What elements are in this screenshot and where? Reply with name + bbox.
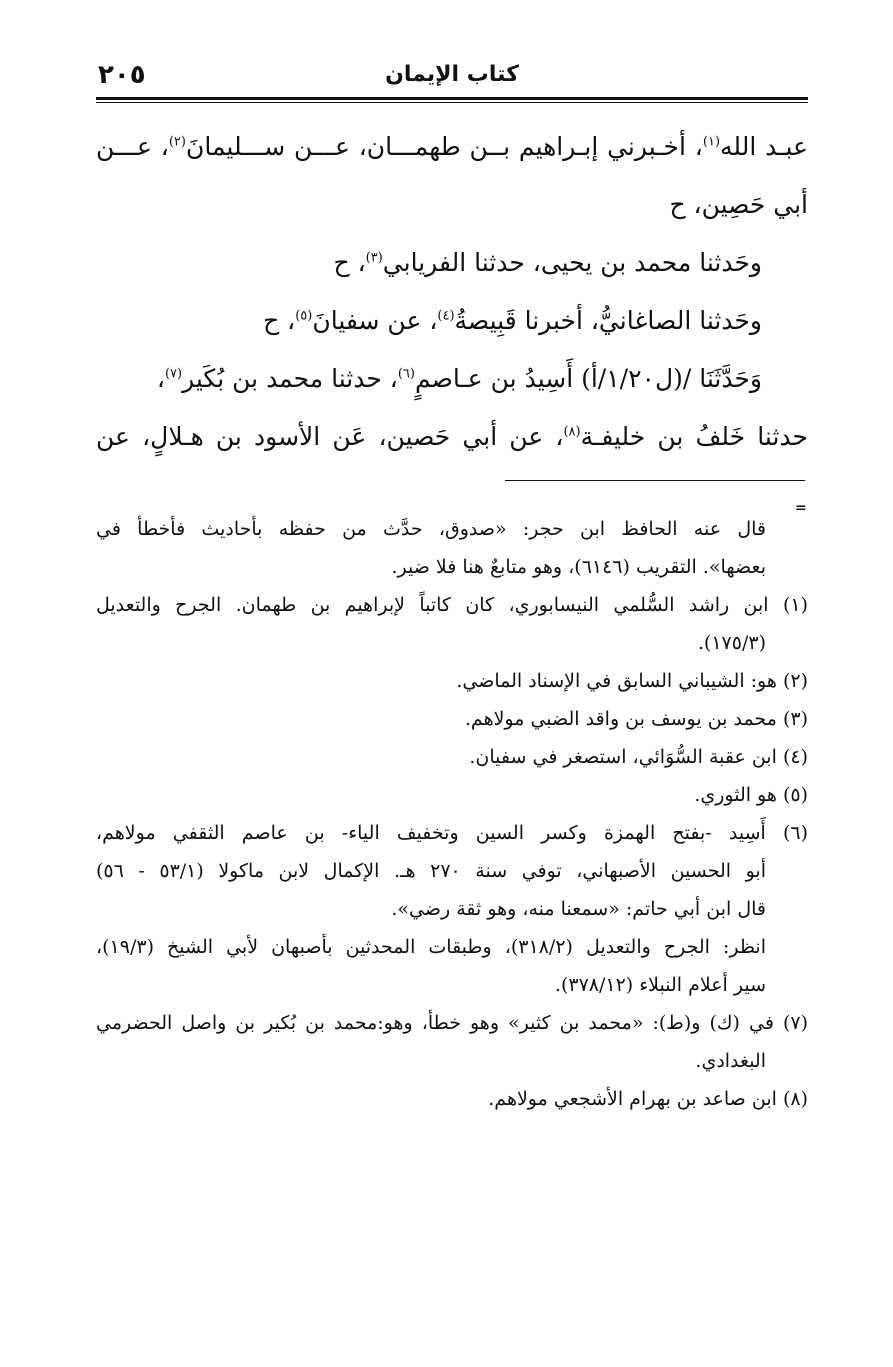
footnote-3: (٣) محمد بن يوسف بن واقد الضبي مولاهم.	[464, 708, 808, 730]
footnote-ref: (١)	[702, 134, 721, 150]
footnote-number: (٤)	[782, 746, 808, 768]
footnote-number: (٨)	[782, 1088, 808, 1110]
footnote-number: (٣)	[782, 708, 808, 730]
footnote-separator	[505, 480, 805, 481]
footnote-2: (٢) هو: الشيباني السابق في الإسناد الماضي.	[456, 670, 808, 692]
footnote-number: (٦)	[782, 822, 808, 844]
footnote-4: (٤) ابن عقبة السُّوَائي، استصغر في سفيان.	[469, 746, 808, 768]
footnote-6-cont: قال ابن أبي حاتم: «سمعنا منه، وهو ثقة رضي».	[391, 898, 766, 920]
main-line-4: وحَدثنا الصاغانيُّ، أخبرنا قَبِيصةُ$^{(٤)}$، عن سفيانَ$^{(٥)}$، ح	[263, 306, 762, 335]
footnote-ref: (٣)	[365, 250, 383, 266]
footnote-ref: (٤)	[437, 308, 455, 324]
main-line-1: عبـد الله$^{(١)}$، أخـبرني إبـراهيم بــن طهمـــان، عـــن ســـليمانَ$^{(٢)}$، عـــن	[96, 132, 808, 161]
footnote-number: (٢)	[782, 670, 808, 692]
footnote-continuation-line: قال عنه الحافظ ابن حجر: «صدوق، حدَّث من حفظه بأحاديث فأخطأ في	[96, 518, 766, 540]
main-line-5: وَحَدَّثَنَا /(ل١/٢٠/أ) أَسِيدُ بن عـاصمٍ$^{(٦)}$، حدثنا محمد بن بُكَير$^{(٧)}$،	[156, 364, 762, 393]
footnote-number: (٧)	[782, 1012, 808, 1034]
footnote-7: (٧) في (ك) و(ط): «محمد بن كثير» وهو خطأ، وهو:محمد بن بُكير بن واصل الحضرمي	[96, 1012, 808, 1034]
footnote-7-cont: البغدادي.	[695, 1050, 766, 1072]
footnote-continuation-line: بعضها». التقريب (٦١٤٦)، وهو متابعٌ هنا فلا ضير.	[391, 556, 766, 578]
footnote-5: (٥) هو الثوري.	[694, 784, 808, 806]
footnote-ref: (٥)	[295, 308, 313, 324]
continuation-marker: =	[795, 500, 807, 516]
footnote-6-cont: أبو الحسين الأصبهاني، توفي سنة ٢٧٠ هـ. الإكمال لابن ماكولا (٥٣/١ - ٥٦)	[96, 860, 766, 882]
footnote-ref: (٧)	[164, 366, 183, 382]
footnote-1-cont: (١٧٥/٣).	[697, 632, 766, 654]
footnote-6: (٦) أَسِيد -بفتح الهمزة وكسر السين وتخفيف الياء- بن عاصم الثقفي مولاهم،	[96, 822, 808, 844]
footnote-number: (٥)	[782, 784, 808, 806]
footnote-number: (١)	[782, 594, 808, 616]
page-header	[96, 60, 808, 94]
running-title: كتاب الإيمان	[385, 62, 519, 87]
footnote-8: (٨) ابن صاعد بن بهرام الأشجعي مولاهم.	[488, 1088, 808, 1110]
main-line-6: حدثنا خَلفُ بن خليفـة$^{(٨)}$، عن أبي حَصين، عَن الأسود بن هـلالٍ، عن	[96, 422, 808, 451]
footnote-ref: (٨)	[563, 424, 581, 440]
footnote-ref: (٦)	[397, 366, 415, 382]
main-line-3: وحَدثنا محمد بن يحيى، حدثنا الفريابي$^{(٣)}$، ح	[333, 248, 762, 277]
footnote-6-cont: انظر: الجرح والتعديل (٣١٨/٢)، وطبقات المحدثين بأصبهان لأبي الشيخ (١٩/٣)،	[96, 936, 766, 958]
footnote-6-cont: سير أعلام النبلاء (٣٧٨/١٢).	[554, 974, 766, 996]
main-line-2: أبي حَصِين، ح	[669, 190, 808, 219]
header-rule	[96, 97, 808, 103]
footnote-1: (١) ابن راشد السُّلمي النيسابوري، كان كاتباً لإبراهيم بن طهمان. الجرح والتعديل	[96, 594, 808, 616]
footnote-ref: (٢)	[168, 134, 186, 150]
page-number: ٢٠٥	[98, 60, 146, 90]
main-text	[96, 118, 808, 466]
footnotes	[96, 510, 808, 1118]
